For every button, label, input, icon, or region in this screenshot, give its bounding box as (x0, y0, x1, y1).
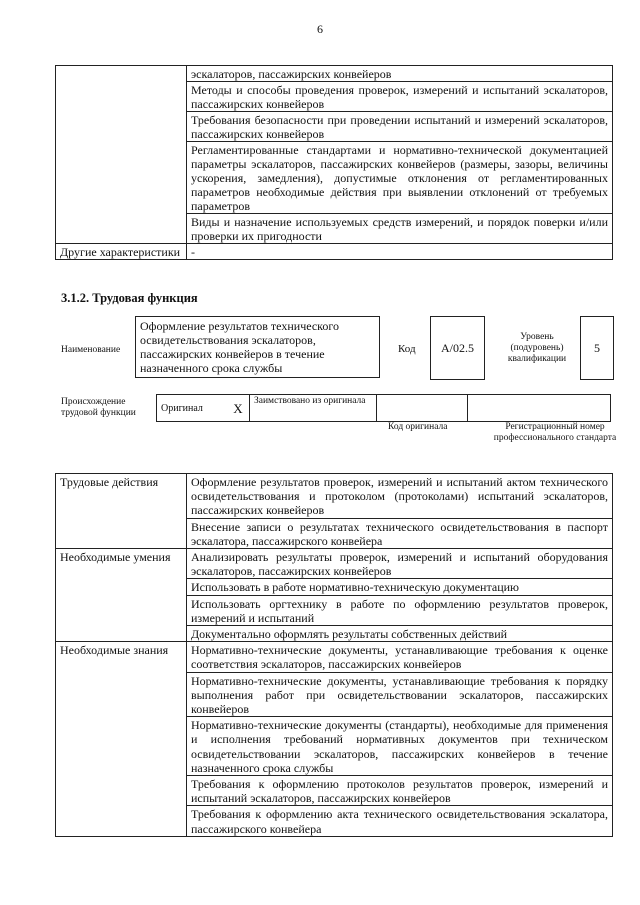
function-name-value: Оформление результатов технического освидетельствования эскалаторов, пассажирских конвейеров в течение назначенного срока службы (135, 316, 380, 378)
code-original-caption: Код оригинала (388, 422, 448, 432)
level-label: Уровень (подуровень) квалификации (507, 331, 567, 364)
skill-item: Использовать оргтехнику в работе по оформлению результатов проверок, измерений и испытаний (187, 595, 613, 625)
knowledge-item: Виды и назначение используемых средств измерений, и порядок поверки и/или проверки их пригодности (187, 214, 613, 244)
other-characteristics-value: - (187, 244, 613, 260)
name-label: Наименование (61, 345, 121, 355)
knowledge-item: эскалаторов, пассажирских конвейеров (187, 66, 613, 82)
origin-table (156, 394, 611, 422)
knowledge-item: Требования к оформлению протоколов результатов проверок, измерений и испытаний эскалаторов, пассажирских конвейеров (187, 776, 613, 806)
empty-label-cell (56, 66, 187, 244)
original-label: Оригинал (157, 395, 228, 422)
origin-label: Происхождение трудовой функции (61, 397, 136, 418)
other-characteristics-label: Другие характеристики (56, 244, 187, 260)
page-number: 6 (317, 22, 323, 36)
knowledge-item: Регламентированные стандартами и нормативно-технической документацией параметры эскалаторов, пассажирских конвейеров (размеры, зазоры, величины ускорения, замедления), допустимые отклонения от регламентированных параметров необходимые действия при выявлении отклонений от требуемых параметров (187, 142, 613, 214)
action-item: Внесение записи о результатах технического освидетельствования в паспорт эскалатора, пассажирского конвейера (187, 518, 613, 548)
borrowed-label: Заимствовано из оригинала (250, 395, 377, 422)
knowledge-item: Методы и способы проведения проверок, измерений и испытаний эскалаторов, пассажирских конвейеров (187, 82, 613, 112)
actions-label: Трудовые действия (56, 474, 187, 549)
skill-item: Документально оформлять результаты собственных действий (187, 626, 613, 642)
reg-number-cell (468, 395, 611, 422)
original-mark: X (227, 395, 250, 422)
skills-label: Необходимые умения (56, 549, 187, 642)
skill-item: Использовать в работе нормативно-техническую документацию (187, 579, 613, 595)
knowledge-item: Нормативно-технические документы, устанавливающие требования к оценке соответствия эскалаторов, пассажирских конвейеров (187, 642, 613, 672)
knowledge-label: Необходимые знания (56, 642, 187, 837)
code-value: A/02.5 (430, 316, 485, 380)
knowledge-continuation-table (55, 65, 613, 260)
level-value: 5 (580, 316, 614, 380)
knowledge-item: Нормативно-технические документы, устанавливающие требования к порядку выполнения работ при освидетельствовании эскалаторов, пассажирских конвейеров (187, 672, 613, 717)
function-table (55, 473, 613, 837)
knowledge-item: Нормативно-технические документы (стандарты), необходимые для применения и исполнения требований нормативных документов при техническом освидетельствовании эскалаторов, пассажирских конвейеров в течение назначенного срока службы (187, 717, 613, 776)
skill-item: Анализировать результаты проверок, измерений и испытаний оборудования эскалаторов, пассажирских конвейеров (187, 549, 613, 579)
action-item: Оформление результатов проверок, измерений и испытаний актом технического освидетельствования и протоколом (протоколами) испытаний эскалаторов, пассажирских конвейеров (187, 474, 613, 519)
section-heading: 3.1.2. Трудовая функция (61, 291, 198, 305)
knowledge-item: Требования безопасности при проведении испытаний и измерений эскалаторов, пассажирских конвейеров (187, 112, 613, 142)
knowledge-item: Требования к оформлению акта технического освидетельствования эскалатора, пассажирского конвейера (187, 806, 613, 836)
reg-number-caption: Регистрационный номер профессионального стандарта (493, 422, 617, 443)
code-original-cell (377, 395, 468, 422)
code-label: Код (398, 343, 416, 355)
